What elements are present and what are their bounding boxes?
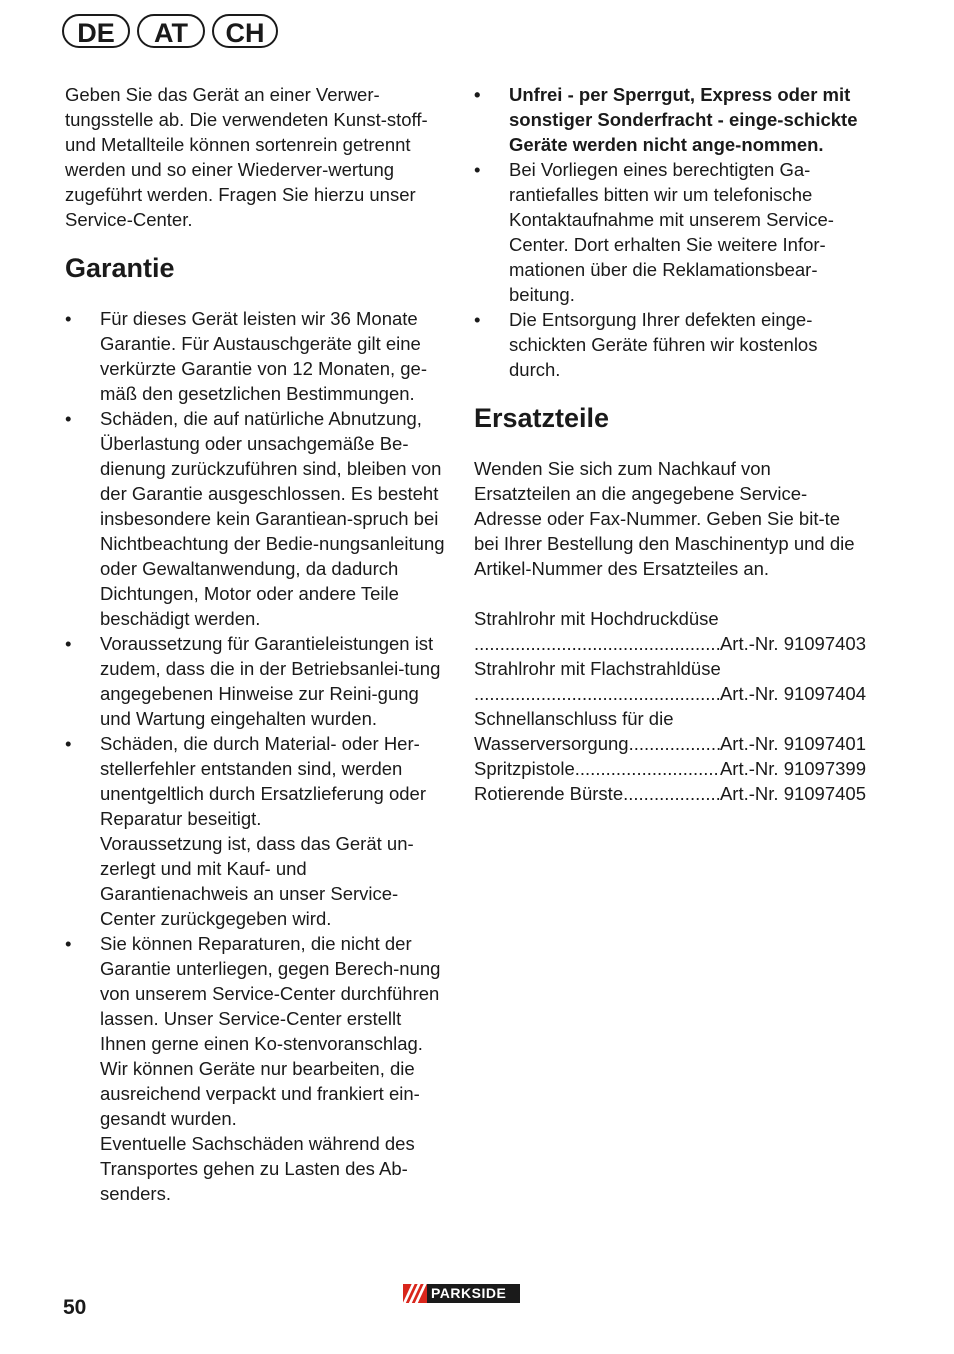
part-article-number: Art.-Nr. 91097404 [719, 683, 866, 704]
disposal-paragraph: Geben Sie das Gerät an einer Verwer-tungsstelle ab. Die verwendeten Kunst-stoff- und Metallteile können sortenrein getrennt werden und so einer Wiederver-wertung zugeführt werden. Fragen Sie hierzu unser Service-Center. [65, 84, 428, 230]
part-name-line: Strahlrohr mit Flachstrahldüse [474, 658, 721, 679]
part-row: Rotierende Bürste ..... Art.-Nr. 91097405 [474, 781, 866, 806]
leader-dots [474, 681, 720, 706]
part-row: Wasserversorgung ..... Art.-Nr. 91097401 [474, 731, 866, 756]
part-row [474, 631, 866, 656]
lang-badge-at: AT [137, 14, 205, 48]
leader-dots [575, 756, 720, 781]
list-item-text: • Voraussetzung für Garantieleistungen ist zudem, dass die in der Betriebsanlei-tung angegebenen Hinweise zur Reini-gung und Wartung eingehalten wurden. [100, 633, 441, 729]
right-column [474, 82, 866, 806]
list-item-text: • Unfrei - per Sperrgut, Express oder mit sonstiger Sonderfracht - einge-schickte Geräte werden nicht ange-nommen. [509, 84, 858, 155]
list-item-text: • Sie können Reparaturen, die nicht der Garantie unterliegen, gegen Berech-nung von unserem Service-Center durchführen lassen. Unser Service-Center erstellt Ihnen gerne einen Ko-stenvoranschlag. [100, 933, 441, 1054]
lang-badge-de: DE [62, 14, 130, 48]
list-item-text: Wir können Geräte nur bearbeiten, die ausreichend verpackt und frankiert ein-gesandt wurden. [100, 1058, 420, 1129]
garantie-heading: Garantie [65, 253, 175, 283]
part-row [474, 681, 866, 706]
brand-stripes-icon [403, 1284, 427, 1303]
leader-dots [629, 731, 720, 756]
list-item [474, 157, 866, 307]
list-item [65, 306, 450, 406]
page-number: 50 [63, 1296, 87, 1319]
part-row: Spritzpistole ..... Art.-Nr. 91097399 [474, 756, 866, 781]
list-item [65, 931, 450, 1206]
list-item [65, 406, 450, 631]
part-article-number: Art.-Nr. 91097401 [719, 733, 866, 754]
list-item [474, 82, 866, 157]
list-item-text: • Schäden, die auf natürliche Abnutzung, Überlastung oder unsachgemäße Be-dienung zurückzuführen sind, bleiben von der Garantie ausgeschlossen. Es besteht insbesondere kein Garantiean-spruch bei Nichtbeachtung der Bedie-nungsanleitung oder Gewaltanwendung, da dadurch Dichtungen, Motor oder andere Teile beschädigt werden. [100, 408, 445, 629]
part-name-line: Schnellanschluss für die [474, 708, 674, 729]
ersatzteile-heading: Ersatzteile [474, 403, 610, 433]
ersatzteile-paragraph: Wenden Sie sich zum Nachkauf von Ersatzteilen an die angegebene Service-Adresse oder Fax-Nummer. Geben Sie bit-te bei Ihrer Bestellung den Maschinentyp und die Artikel-Nummer des Ersatzteiles an. [474, 458, 855, 579]
parkside-logo [403, 1284, 520, 1303]
left-column [65, 82, 450, 1206]
brand-name: PARKSIDE [431, 1285, 507, 1301]
part-name-line: Strahlrohr mit Hochdruckdüse [474, 608, 719, 629]
list-item-text: • Für dieses Gerät leisten wir 36 Monate Garantie. Für Austauschgeräte gilt eine verkürzte Garantie von 12 Monaten, ge-mäß den gesetzlichen Bestimmungen. [100, 308, 428, 404]
list-item [474, 307, 866, 382]
list-item [65, 631, 450, 731]
list-item-text: • Die Entsorgung Ihrer defekten einge-schickten Geräte führen wir kostenlos durch. [509, 309, 818, 380]
language-badges [62, 14, 278, 48]
parts-list [474, 606, 866, 806]
list-item-text: Voraussetzung ist, dass das Gerät un-zerlegt und mit Kauf- und Garantienachweis an unser Service-Center zurückgegeben wird. [100, 833, 414, 929]
leader-dots [474, 631, 720, 656]
list-item-text: • Bei Vorliegen eines berechtigten Ga-rantiefalles bitten wir um telefonische Kontaktaufnahme mit unserem Service-Center. Dort erhalten Sie weitere Infor-mationen über die Reklamationsbear-beitung. [509, 159, 834, 305]
list-item-text: Eventuelle Sachschäden während des Transportes gehen zu Lasten des Ab-senders. [100, 1133, 415, 1204]
leader-dots [623, 781, 720, 806]
lang-badge-ch: CH [212, 14, 278, 48]
list-item-text: • Schäden, die durch Material- oder Her-stellerfehler entstanden sind, werden unentgeltlich durch Ersatzlieferung oder Reparatur beseitigt. [100, 733, 426, 829]
part-article-number: Art.-Nr. 91097405 [719, 783, 866, 804]
garantie-list-continued [474, 82, 866, 382]
part-article-number: Art.-Nr. 91097403 [719, 633, 866, 654]
garantie-list [65, 306, 450, 1206]
part-article-number: Art.-Nr. 91097399 [719, 758, 866, 779]
list-item [65, 731, 450, 931]
